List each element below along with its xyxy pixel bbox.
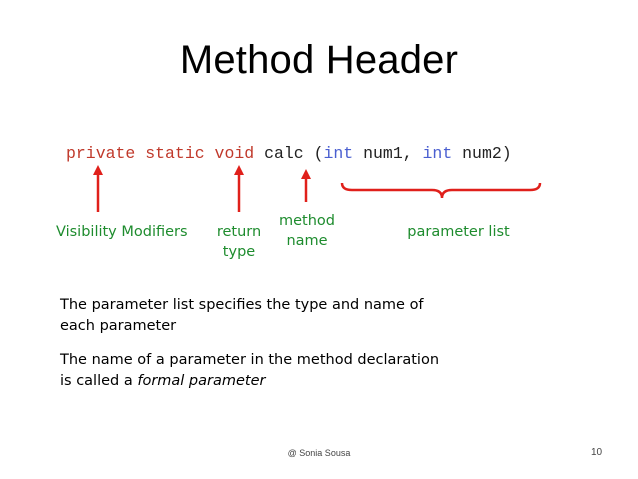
label-method-line2: name xyxy=(286,233,328,249)
static-keyword: static xyxy=(145,144,205,163)
label-return-line2: type xyxy=(222,244,256,260)
paragraph-parameter-list xyxy=(60,295,424,337)
method-name-code: calc xyxy=(264,144,304,163)
paragraph2-line1: The name of a parameter in the method declaration xyxy=(60,352,440,368)
paragraph2-line2-prefix: is called a xyxy=(60,373,138,389)
label-visibility-modifiers: Visibility Modifiers xyxy=(56,224,188,240)
label-parameter-list: parameter list xyxy=(407,224,510,240)
paragraph1-line1: The parameter list specifies the type and name of xyxy=(60,297,424,313)
param1-type: int xyxy=(323,144,354,163)
param2-type: int xyxy=(422,144,453,163)
paragraph1-line2: each parameter xyxy=(60,318,177,334)
label-method-line1: method xyxy=(279,213,335,229)
page-number: 10 xyxy=(591,447,603,458)
label-return-type xyxy=(209,222,269,262)
param2-name: num2) xyxy=(462,144,512,163)
slide-title: Method Header xyxy=(179,38,459,82)
formal-parameter-term: formal parameter xyxy=(137,373,266,389)
param1-name: num1, xyxy=(363,144,413,163)
paragraph-formal-parameter xyxy=(60,350,439,392)
label-method-name xyxy=(272,211,342,251)
open-paren: ( xyxy=(313,144,324,163)
footer-author: @ Sonia Sousa xyxy=(287,448,351,458)
paragraph2-line2 xyxy=(60,371,439,392)
parameter-list-brace xyxy=(342,183,540,198)
void-keyword: void xyxy=(214,144,255,163)
label-return-line1: return xyxy=(216,224,262,240)
private-keyword: private xyxy=(66,144,136,163)
